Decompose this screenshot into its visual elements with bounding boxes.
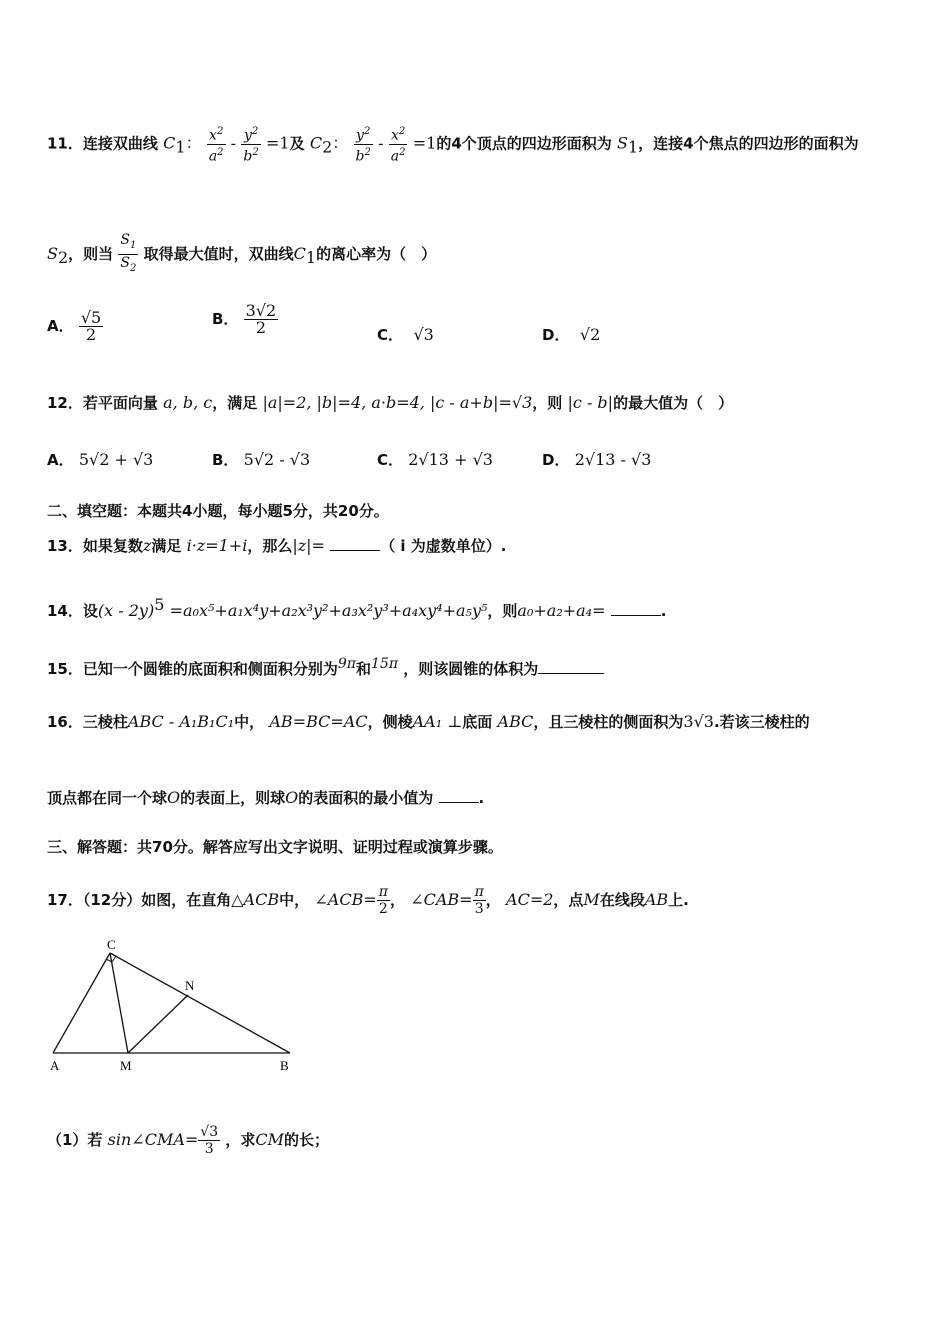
label-b: B <box>280 1058 289 1073</box>
q13-stem: 13．如果复数z满足 i·z=1+i，那么|z|= （ i 为虚数单位）. <box>47 536 507 555</box>
q15-stem: 15．已知一个圆锥的底面积和侧面积分别为$^{9\pi}$和$^{15\pi}$ ，则该圆锥的体积为 <box>47 654 604 679</box>
q17-part1: （1）若 sin∠CMA= $\frac{√3}{3}$ ，求CM的长； <box>47 1124 330 1157</box>
label-n: N <box>185 978 195 993</box>
q12-option-c[interactable]: C． 2√13 + √3 <box>377 450 493 469</box>
q16-line1: 16．三棱柱ABC - A₁B₁C₁中， AB=BC=AC，侧棱AA₁ ⊥底面 ABC，且三棱柱的侧面积为3√3.若该三棱柱的 <box>47 712 810 731</box>
label-c: C <box>107 937 116 952</box>
fraction-x2-a2-c2: $\frac{x^2}{a^2}$ <box>390 126 406 165</box>
q11-option-a[interactable]: A． $\frac{√5}{2}$ <box>47 308 102 344</box>
q11-line2: $S_2$，则当 $\frac{S_1}{S_2}$ 取得最大值时，双曲线$C_1$的离心率为（ ） <box>47 232 436 277</box>
fraction-y2-b2: $\frac{y^2}{b^2}$ <box>243 126 259 165</box>
q14-answer-blank[interactable] <box>611 601 661 616</box>
q11-option-c[interactable]: C． √3 <box>377 325 434 344</box>
q12-option-b[interactable]: B． 5√2 - √3 <box>212 450 311 469</box>
label-a: A <box>50 1058 60 1073</box>
fraction-s1-s2: $\frac{S_1}{S_2}$ <box>120 232 137 274</box>
q13-answer-blank[interactable] <box>330 536 380 551</box>
q14-stem: 14．设(x - 2y)$^5$ =a₀x⁵+a₁x⁴y+a₂x³y²+a₃x²y³+a₄xy⁴+a₅y⁵，则a₀+a₂+a₄= . <box>47 595 667 620</box>
q16-line2: 顶点都在同一个球O的表面上，则球O的表面积的最小值为 . <box>47 788 485 807</box>
q17-stem: 17．（12分）如图，在直角△ACB中， ∠ACB= $\frac{\pi}{2}$ ， ∠CAB= $\frac{\pi}{3}$ ， AC=2，点M在线段AB上. <box>47 884 689 917</box>
q11-number: 11． <box>47 134 83 153</box>
q12-number: 12． <box>47 394 83 412</box>
q11-option-d[interactable]: D． √2 <box>542 325 601 344</box>
section-fill-in-heading: 二、填空题：本题共4小题，每小题5分，共20分。 <box>47 502 389 520</box>
label-m: M <box>120 1058 132 1073</box>
q12-option-d[interactable]: D． 2√13 - √3 <box>542 450 652 469</box>
q12-stem: 12．若平面向量 a, b, c，满足 |a|=2, |b|=4, a·b=4, |c - a+b|=√3，则 |c - b|的最大值为（ ） <box>47 393 734 412</box>
q15-answer-blank[interactable] <box>538 659 604 674</box>
section-solution-heading: 三、解答题：共70分。解答应写出文字说明、证明过程或演算步骤。 <box>47 838 503 856</box>
triangle-figure <box>40 935 310 1075</box>
segment-cb <box>110 953 290 1053</box>
segment-mn <box>128 995 188 1053</box>
q11-option-b[interactable]: B． $\frac{3√2}{2}$ <box>212 301 277 337</box>
segment-ac <box>53 953 110 1053</box>
fraction-x2-a2: $\frac{x^2}{a^2}$ <box>208 126 224 165</box>
segment-cm <box>110 953 128 1053</box>
q16-answer-blank[interactable] <box>439 788 479 803</box>
fraction-y2-b2-c2: $\frac{y^2}{b^2}$ <box>355 126 371 165</box>
q11-line1: 11．连接双曲线 $C_1$： $\frac{x^2}{a^2}$ - $\frac{y^2}{b^2}$ =1及 $C_2$： $\frac{y^2}{b^2}$ - $\frac{x^2}{a^2}$ =1的4个顶点的四边形面积为 $S_1$，连接4个焦点的四边形的面积为 <box>47 126 859 165</box>
q12-option-a[interactable]: A． 5√2 + √3 <box>47 450 154 469</box>
